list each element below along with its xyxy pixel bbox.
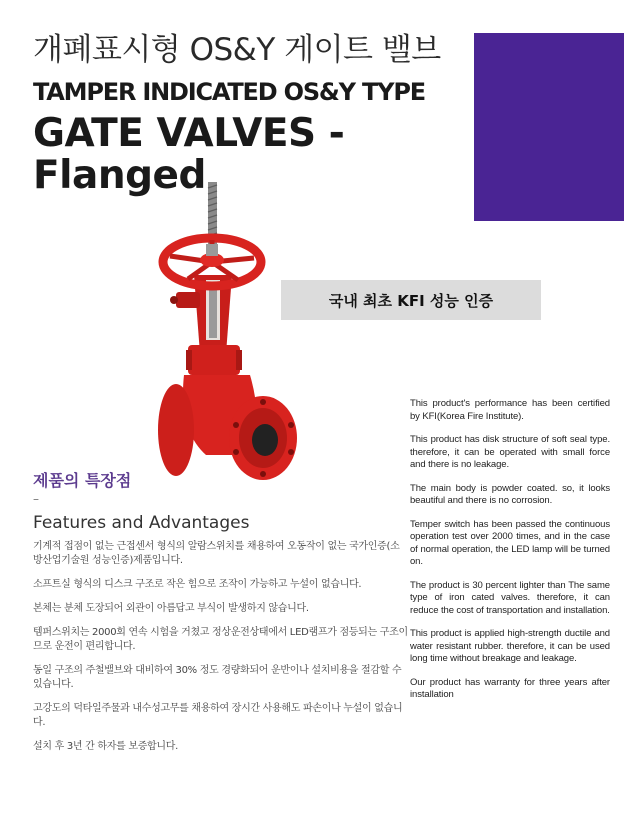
korean-feature-item: 고강도의 덕타일주물과 내수성고무를 채용하여 장시간 사용해도 파손이나 누설이 없습니다. bbox=[33, 703, 403, 728]
title-english-line2: GATE VALVES - Flanged bbox=[33, 111, 345, 198]
features-heading-korean: 제품의 특장점 bbox=[33, 471, 132, 490]
heading-dash: – bbox=[33, 492, 39, 506]
korean-feature-list bbox=[33, 540, 408, 764]
english-feature-item: The main body is powder coated. so, it looks beautiful and there is no corrosion. bbox=[410, 482, 610, 506]
korean-feature-item: 소프트실 형식의 디스크 구조로 작은 힘으로 조작이 가능하고 누설이 없습니다. bbox=[33, 579, 362, 590]
english-feature-list bbox=[410, 398, 610, 713]
english-feature-item: Temper switch has been passed the continuous operation test over 2000 times, and in the case of normal operation, the LED lamp will be turned on. bbox=[410, 518, 610, 567]
korean-feature-item: 설치 후 3년 간 하자를 보증합니다. bbox=[33, 741, 179, 752]
english-feature-item: Our product has warranty for three years after installation bbox=[410, 676, 610, 700]
korean-feature-item: 동일 구조의 주철밸브와 대비하여 30% 정도 경량화되어 운반이나 설치비용을 절감할 수 있습니다. bbox=[33, 665, 402, 690]
korean-feature-item: 본체는 분체 도장되어 외관이 아름답고 부식이 발생하지 않습니다. bbox=[33, 603, 309, 614]
korean-feature-item: 템퍼스위치는 2000회 연속 시험을 거쳤고 정상운전상태에서 LED램프가 점등되는 구조이므로 운전이 편리합니다. bbox=[33, 627, 408, 652]
korean-feature-item: 기계적 접점이 없는 근접센서 형식의 알람스위치를 채용하여 오동작이 없는 국가인증(소방산업기술원 성능인증)제품입니다. bbox=[33, 541, 400, 566]
english-feature-item: This product is applied high-strength ductile and water resistant rubber. therefore, it can be used long time without breakage and leakage. bbox=[410, 628, 610, 664]
purple-accent-block bbox=[474, 33, 624, 221]
english-feature-item: The product is 30 percent lighter than The same type of iron cated valves. therefore, it can reduce the cost of transportation and installation. bbox=[410, 579, 610, 616]
english-feature-item: This product's performance has been certified by KFI(Korea Fire Institute). bbox=[410, 398, 610, 422]
kfi-certification-banner: 국내 최초 KFI 성능 인증 bbox=[281, 280, 541, 320]
english-feature-item: This product has disk structure of soft seal type. therefore, it can be operated with small force and there is no leakage. bbox=[410, 434, 610, 470]
title-english-line1: TAMPER INDICATED OS&Y TYPE bbox=[33, 78, 425, 106]
features-heading-english: Features and Advantages bbox=[33, 513, 250, 533]
title-korean: 개폐표시형 OS&Y 게이트 밸브 bbox=[33, 32, 441, 68]
gate-valve-image bbox=[158, 180, 298, 480]
